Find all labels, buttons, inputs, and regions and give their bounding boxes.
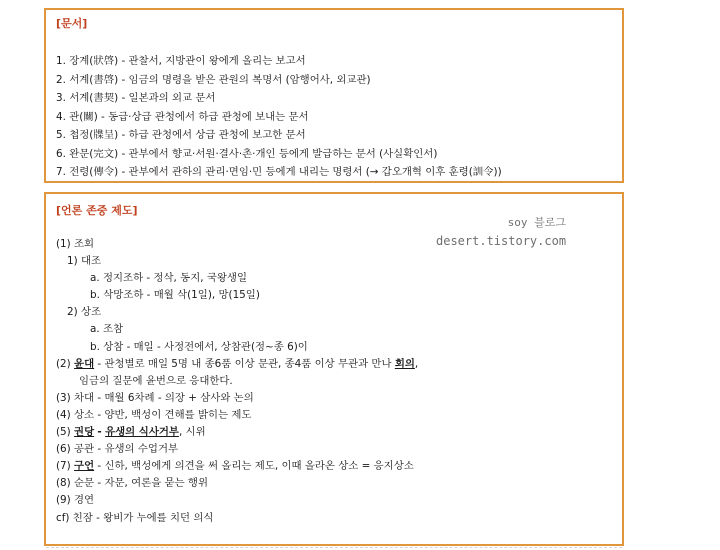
list-item: cf) 친잠 - 왕비가 누에를 치던 의식	[56, 511, 214, 524]
list-item: b. 상참 - 매일 - 사정전에서, 상참관(정~종 6)이	[90, 340, 308, 353]
term-yundae: 윤대	[74, 357, 95, 370]
item-number: (7)	[56, 460, 71, 473]
list-item	[56, 458, 616, 475]
list-item: 1. 장계(狀啓) - 관찰서, 지방관이 왕에게 올리는 보고서	[56, 55, 306, 67]
list-item: 임금의 질문에 윤번으로 응대한다.	[79, 374, 233, 387]
list-item: (8) 순문 - 자문, 여론을 묻는 행위	[56, 477, 208, 490]
list-item: 3. 서계(書契) - 일본과의 외교 문서	[56, 92, 216, 104]
term-hoeui: 회의	[394, 357, 415, 370]
list-item: 2) 상조	[67, 306, 102, 319]
list-item: 6. 완문(完文) - 관부에서 향교·서원·결사·촌·개인 등에게 발급하는 문서 (사실확인서)	[56, 147, 438, 160]
list-item: (3) 차대 - 매월 6차례 - 의장 + 삼사와 논의	[56, 391, 254, 404]
list-item: b. 삭망조하 - 매월 삭(1일), 망(15일)	[90, 289, 260, 302]
list-item: 1) 대조	[67, 255, 102, 268]
list-item	[56, 424, 616, 441]
speech-system-list	[56, 236, 616, 527]
item-text: , 시위	[178, 426, 206, 439]
box-title-documents: [문서]	[56, 17, 88, 30]
document-types-box	[44, 8, 624, 183]
list-item: (1) 조회	[56, 238, 95, 250]
list-item	[56, 356, 616, 373]
item-text: ,	[414, 357, 419, 370]
speech-system-box	[44, 192, 624, 546]
item-text: - 신하, 백성에게 의견을 써 올리는 제도, 이때 올라온 상소 = 응지상소	[97, 460, 414, 473]
bottom-divider	[46, 547, 622, 548]
watermark-line-1: soy 블로그	[507, 216, 567, 229]
item-number: (2)	[56, 357, 71, 370]
list-item: (4) 상소 - 양반, 백성이 견해를 밝히는 제도	[56, 408, 252, 421]
list-item: 4. 관(關) - 동급·상급 관청에서 하급 관청에 보내는 문서	[56, 110, 309, 123]
item-dash: -	[97, 426, 102, 439]
term-meal-refusal: 유생의 식사거부	[105, 426, 179, 439]
list-item: (9) 경연	[56, 494, 95, 507]
list-item: 5. 첩정(牒呈) - 하급 관청에서 상급 관청에 보고한 문서	[56, 129, 306, 141]
watermark-line-2: desert.tistory.com	[436, 234, 567, 248]
item-number: (5)	[56, 426, 71, 439]
list-item: a. 정지조하 - 정삭, 동지, 국왕생일	[90, 272, 247, 285]
list-item: 2. 서계(書啓) - 임금의 명령을 받은 관원의 복명서 (암행어사, 외교관)	[56, 73, 371, 86]
box-title-speech-system: [언론 존중 제도]	[56, 204, 138, 217]
list-item: (6) 공관 - 유생의 수업거부	[56, 443, 179, 456]
term-gwondang: 권당	[74, 426, 95, 439]
term-gueon: 구언	[74, 460, 95, 473]
item-text: - 관청별로 매일 5명 내 종6품 이상 문관, 종4품 이상 무관과 만나	[97, 357, 392, 370]
list-item: a. 조참	[90, 323, 124, 336]
document-list	[56, 52, 616, 182]
list-item: 7. 전령(傳令) - 관부에서 관하의 관리·면임·민 등에게 내리는 명령서 (→ 갑오개혁 이후 훈령(訓令))	[56, 166, 502, 178]
